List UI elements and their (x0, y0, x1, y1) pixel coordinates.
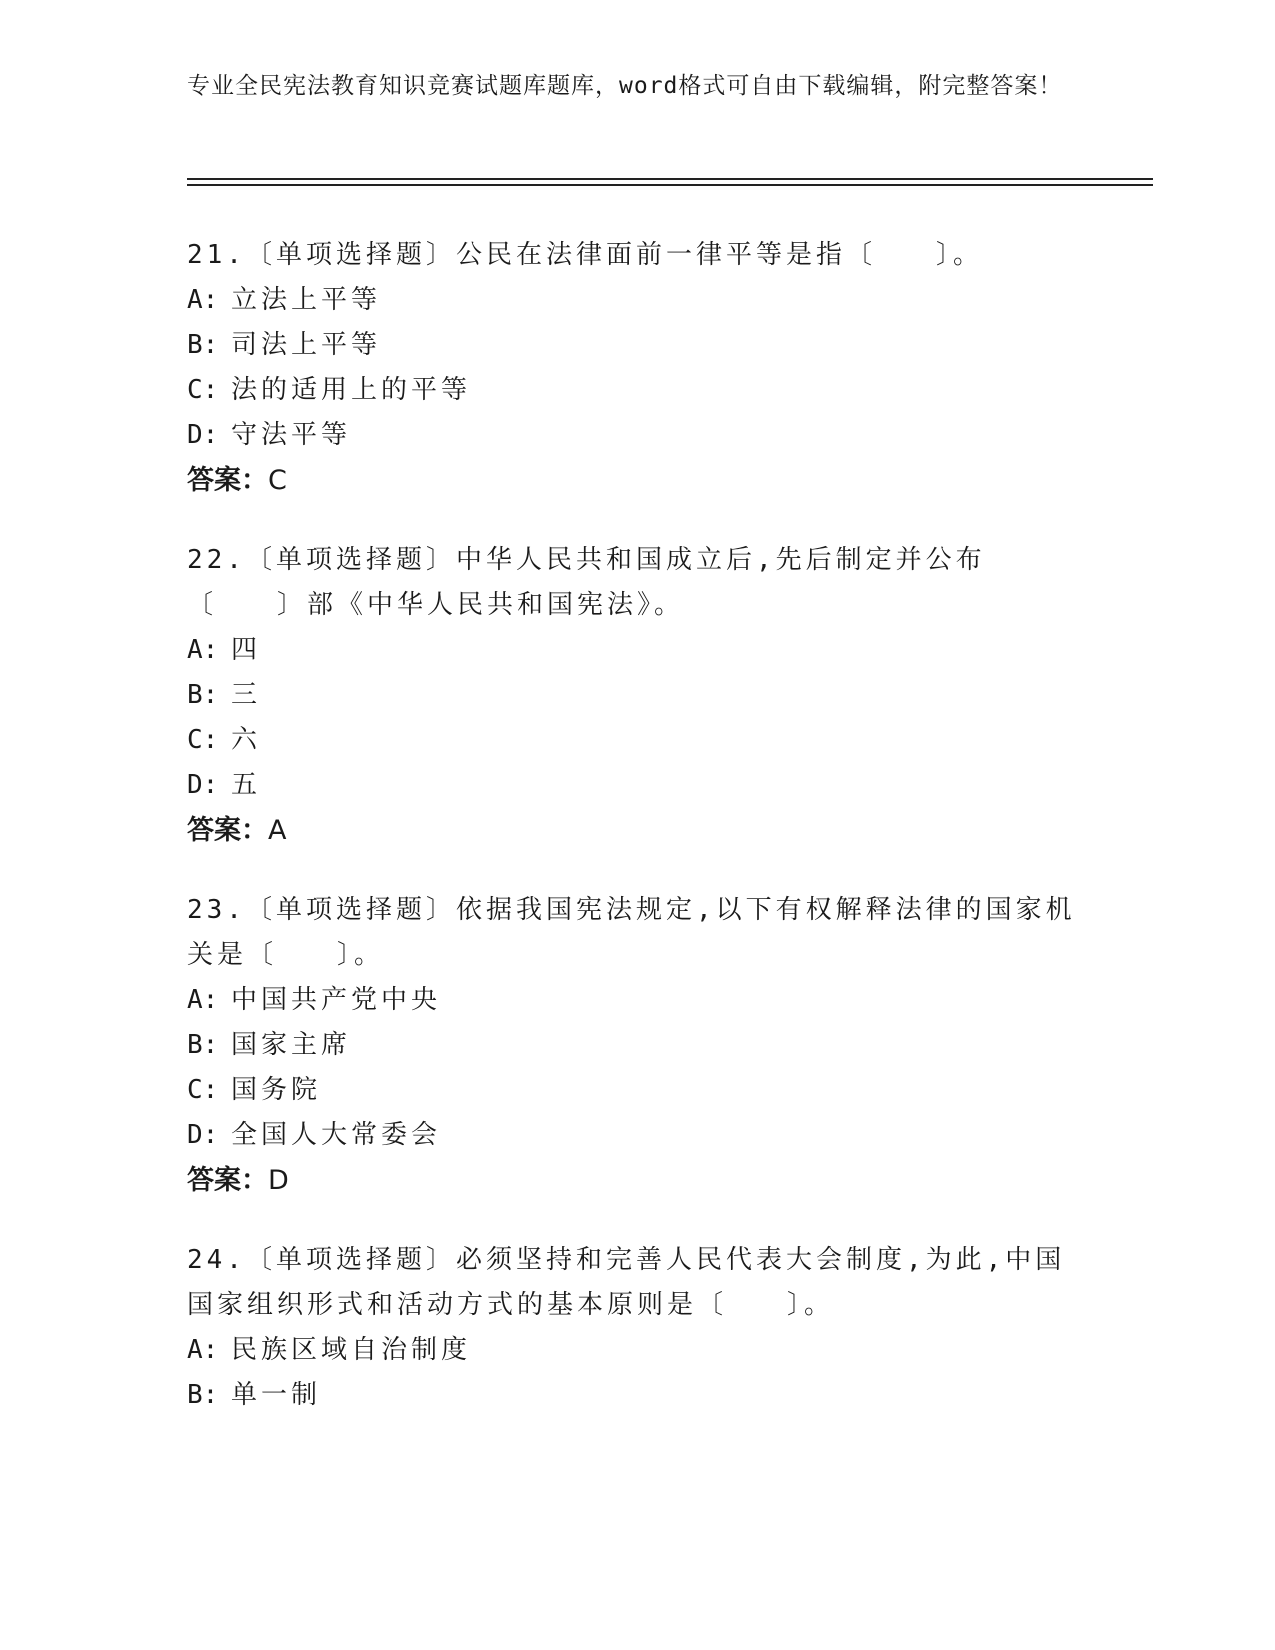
answer-line (187, 458, 1087, 503)
option-c (187, 368, 1087, 413)
option-letter: D: (187, 1120, 219, 1150)
document-header: 专业全民宪法教育知识竞赛试题库题库，word格式可自由下载编辑，附完整答案！ (187, 73, 1063, 99)
answer-value: C (268, 465, 287, 496)
option-letter: B: (187, 330, 219, 360)
option-a (187, 278, 1087, 323)
answer-line (187, 808, 1087, 853)
question-24 (187, 1238, 1087, 1418)
option-letter: D: (187, 770, 219, 800)
answer-value: D (268, 1165, 289, 1196)
option-text: 民族区域自治制度 (231, 1335, 472, 1365)
question-text: 22.〔单项选择题〕中华人民共和国成立后,先后制定并公布〔 〕部《中华人民共和国宪法》。 (187, 545, 986, 620)
option-letter: D: (187, 420, 219, 450)
option-letter: B: (187, 680, 219, 710)
answer-label: 答案： (187, 465, 268, 496)
question-22 (187, 538, 1087, 853)
option-letter: A: (187, 285, 219, 315)
option-d (187, 413, 1087, 458)
answer-value: A (268, 815, 287, 846)
option-d (187, 763, 1087, 808)
option-b (187, 1373, 1087, 1418)
option-letter: B: (187, 1380, 219, 1410)
option-text: 四 (231, 635, 262, 665)
question-text: 23.〔单项选择题〕依据我国宪法规定,以下有权解释法律的国家机关是〔 〕。 (187, 895, 1076, 970)
option-b (187, 673, 1087, 718)
answer-line (187, 1158, 1087, 1203)
option-text: 中国共产党中央 (231, 985, 442, 1015)
answer-label: 答案： (187, 815, 268, 846)
question-23 (187, 888, 1087, 1203)
option-b (187, 1023, 1087, 1068)
option-a (187, 978, 1087, 1023)
option-a (187, 1328, 1087, 1373)
option-b (187, 323, 1087, 368)
question-text: 21.〔单项选择题〕公民在法律面前一律平等是指〔 〕。 (187, 240, 983, 270)
option-text: 全国人大常委会 (231, 1120, 442, 1150)
answer-label: 答案： (187, 1165, 268, 1196)
option-letter: C: (187, 725, 219, 755)
option-text: 法的适用上的平等 (231, 375, 472, 405)
option-letter: A: (187, 985, 219, 1015)
option-text: 国务院 (231, 1075, 322, 1105)
question-text: 24.〔单项选择题〕必须坚持和完善人民代表大会制度,为此,中国国家组织形式和活动方式的基本原则是〔 〕。 (187, 1245, 1066, 1320)
header-divider-top (187, 178, 1153, 180)
option-text: 五 (231, 770, 262, 800)
option-letter: A: (187, 635, 219, 665)
option-d (187, 1113, 1087, 1158)
option-letter: A: (187, 1335, 219, 1365)
option-text: 三 (231, 680, 262, 710)
option-a (187, 628, 1087, 673)
option-letter: C: (187, 375, 219, 405)
question-21 (187, 233, 1087, 503)
option-c (187, 718, 1087, 763)
option-text: 守法平等 (231, 420, 352, 450)
option-text: 立法上平等 (231, 285, 382, 315)
option-c (187, 1068, 1087, 1113)
option-text: 司法上平等 (231, 330, 382, 360)
option-text: 国家主席 (231, 1030, 352, 1060)
header-divider-bottom (187, 184, 1153, 186)
option-letter: C: (187, 1075, 219, 1105)
option-letter: B: (187, 1030, 219, 1060)
option-text: 六 (231, 725, 262, 755)
option-text: 单一制 (231, 1380, 322, 1410)
